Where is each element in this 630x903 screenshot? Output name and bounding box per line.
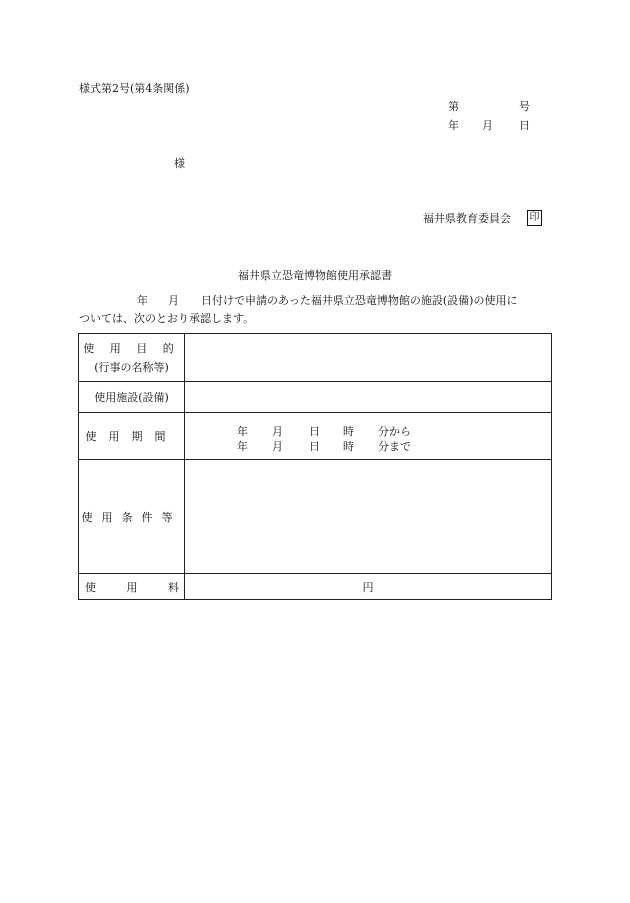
period-from-minute: 分から — [378, 425, 411, 438]
period-row — [79, 413, 552, 460]
period-from-hour: 時 — [343, 425, 354, 438]
fee-label-cell — [79, 574, 185, 600]
body-line1-text: 日付けで申請のあった福井県立恐竜博物館の施設(設備)の使用に — [201, 294, 518, 307]
conditions-value-cell — [185, 460, 552, 574]
fee-value-cell — [185, 574, 552, 600]
fee-unit: 円 — [362, 580, 374, 594]
purpose-label-cell — [79, 334, 185, 382]
date-year: 年 — [448, 119, 459, 132]
period-value-cell — [185, 413, 552, 460]
period-from-month: 月 — [272, 425, 283, 438]
fee-label-char-3: 料 — [168, 580, 179, 594]
period-to-minute: 分まで — [378, 440, 411, 453]
period-to-day: 日 — [309, 440, 320, 453]
purpose-sublabel: (行事の名称等) — [94, 361, 169, 374]
issuer-name: 福井県教育委員会 — [423, 212, 511, 225]
period-label-cell — [79, 413, 185, 460]
purpose-value-cell — [185, 334, 552, 382]
period-to-year: 年 — [237, 440, 248, 453]
seal-mark: 印 — [527, 210, 542, 226]
recipient-honorific: 様 — [174, 157, 185, 170]
body-month: 月 — [168, 294, 179, 307]
facility-value-cell — [185, 382, 552, 413]
conditions-label: 使用条件等 — [81, 510, 182, 524]
number-prefix: 第 — [448, 100, 459, 113]
number-suffix: 号 — [519, 100, 530, 113]
document-title: 福井県立恐竜博物館使用承認書 — [238, 269, 392, 282]
facility-row — [79, 382, 552, 413]
period-from-year: 年 — [237, 425, 248, 438]
period-from-day: 日 — [309, 425, 320, 438]
facility-label: 使用施設(設備) — [79, 382, 185, 413]
fee-label-char-1: 使 — [85, 580, 96, 594]
form-number-label: 様式第2号(第4条関係) — [79, 82, 190, 95]
body-text-line-2: ついては、次のとおり承認します。 — [79, 312, 255, 325]
approval-details-table — [78, 333, 552, 600]
fee-row — [79, 574, 552, 600]
fee-label-char-2: 用 — [126, 580, 138, 594]
purpose-row — [79, 334, 552, 382]
body-text-line-1 — [79, 295, 517, 306]
conditions-row — [79, 460, 552, 574]
period-label: 使用期間 — [85, 430, 178, 443]
date-month: 月 — [482, 119, 493, 132]
purpose-label: 使 用 目 的 — [83, 342, 180, 355]
period-to-month: 月 — [272, 440, 283, 453]
conditions-label-cell — [79, 460, 185, 574]
period-to-hour: 時 — [343, 440, 354, 453]
body-year: 年 — [137, 294, 148, 307]
date-day: 日 — [519, 119, 530, 132]
